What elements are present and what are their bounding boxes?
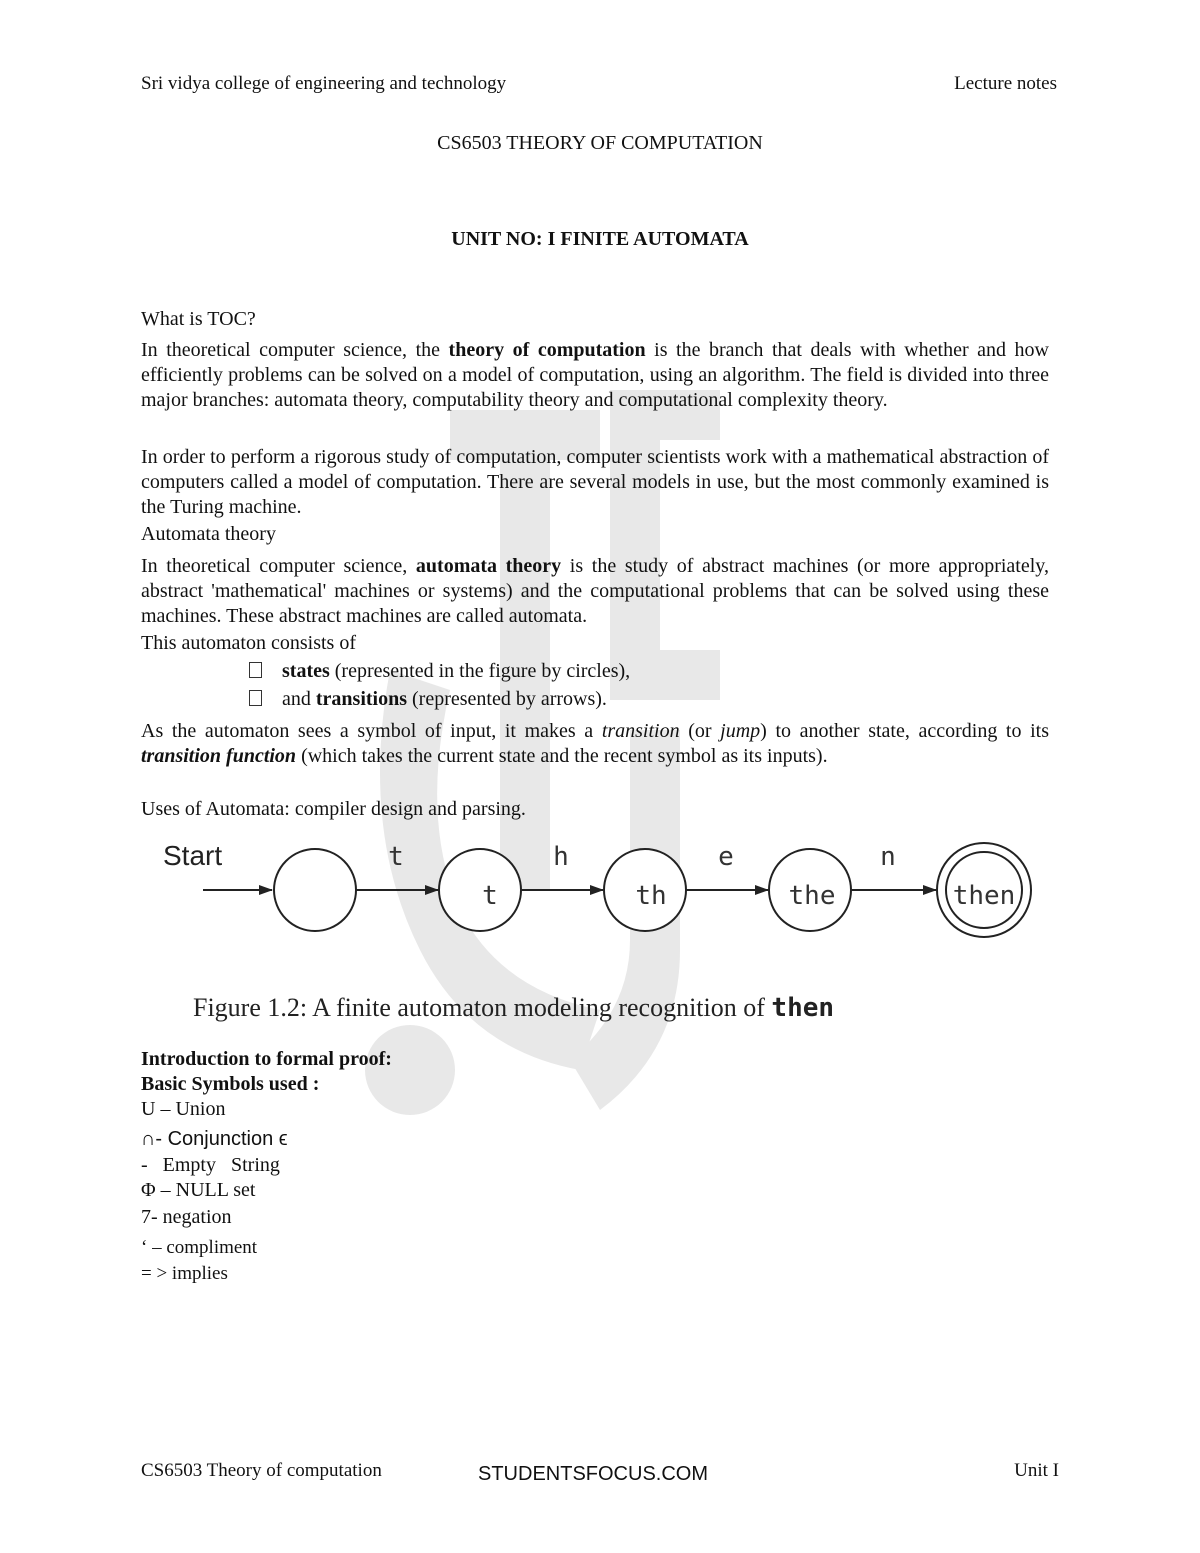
p4-text-b: (or — [679, 720, 721, 742]
p1-text-b: is the branch that deals with whether and how efficiently problems can be solved on a model of computation, using an algorithm. The field is divided into three major branches: automata theory, computability theory and computational complexity theory. — [141, 339, 1049, 411]
automata-theory-heading: Automata theory — [141, 523, 276, 545]
p4-bold-italic-function: transition function — [141, 745, 297, 767]
paragraph-automata-theory — [141, 554, 1049, 629]
p4-text-c: ) to another state, according to its — [760, 720, 1050, 742]
basic-symbols-heading: Basic Symbols used : — [141, 1073, 320, 1095]
course-title: CS6503 THEORY OF COMPUTATION — [437, 132, 763, 154]
edge-label-n: n — [880, 842, 896, 872]
p4-text-d: (which takes the current state and the recent symbol as its inputs). — [296, 745, 828, 767]
footer-unit: Unit I — [1014, 1460, 1059, 1481]
symbol-null-set: Φ – NULL set — [141, 1179, 256, 1201]
header-doc-type: Lecture notes — [954, 73, 1057, 94]
bullet-transitions-pre: and — [282, 688, 316, 710]
state-0 — [274, 849, 356, 931]
caption-code: then — [771, 993, 835, 1023]
footer-site: STUDENTSFOCUS.COM — [478, 1463, 708, 1485]
automaton-diagram — [141, 830, 1061, 1040]
footer-course: CS6503 Theory of computation — [141, 1460, 382, 1481]
symbol-negation: 7- negation — [141, 1206, 232, 1228]
bullet-transitions-bold: transitions — [315, 688, 408, 710]
bullet-transitions-rest: (represented by arrows). — [407, 688, 607, 710]
p3-text-b: is the study of abstract machines (or more appropriately, abstract 'mathematical' machines or systems) and the computational problems that can be solved using these machines. These abstract machines are called automata. — [141, 555, 1049, 627]
what-is-toc-heading: What is TOC? — [141, 308, 256, 330]
p2-text: In order to perform a rigorous study of computation, computer scientists work with a mathematical abstraction of computers called a model of computation. There are several models in use, but the most commonly examined is the Turing machine. — [141, 446, 1049, 518]
symbol-empty-string: - Empty String — [141, 1154, 280, 1176]
p1-text-a: In theoretical computer science, the — [141, 339, 449, 361]
edge-label-e: e — [718, 842, 734, 872]
p4-text-a: As the automaton sees a symbol of input, it makes a — [141, 720, 602, 742]
figure-caption — [193, 993, 834, 1023]
state-label-2: th — [635, 881, 667, 911]
bullet-states-bold: states — [282, 660, 330, 682]
p3-text-a: In theoretical computer science, — [141, 555, 416, 577]
bullet-box-icon — [249, 690, 262, 706]
consists-of-line: This automaton consists of — [141, 632, 356, 654]
state-1 — [439, 849, 521, 931]
state-label-4: then — [952, 881, 1016, 911]
state-label-1: t — [482, 881, 498, 911]
p3-bold-term: automata theory — [415, 555, 562, 577]
header-college: Sri vidya college of engineering and technology — [141, 73, 507, 94]
bullet-states — [249, 660, 630, 683]
bullet-transitions — [249, 688, 607, 711]
state-label-3: the — [788, 881, 836, 911]
symbol-union: U – Union — [141, 1098, 226, 1120]
p1-bold-term: theory of computation — [448, 339, 646, 361]
caption-text: Figure 1.2: A finite automaton modeling recognition of — [193, 993, 772, 1022]
symbol-compliment: ‘ – compliment — [141, 1237, 258, 1258]
paragraph-model-of-computation — [141, 445, 1049, 520]
symbol-conjunction: ∩- Conjunction ϵ — [141, 1128, 288, 1150]
p4-italic-jump: jump — [720, 720, 761, 742]
bullet-box-icon — [249, 662, 262, 678]
symbol-implies: = > implies — [141, 1263, 228, 1284]
paragraph-toc-definition — [141, 338, 1049, 413]
start-label: Start — [163, 840, 223, 871]
unit-title: UNIT NO: I FINITE AUTOMATA — [451, 228, 749, 250]
p4-italic-transition: transition — [601, 720, 680, 742]
paragraph-transition — [141, 719, 1049, 769]
bullet-states-rest: (represented in the figure by circles), — [329, 660, 631, 682]
formal-proof-heading: Introduction to formal proof: — [141, 1048, 392, 1070]
uses-of-automata: Uses of Automata: compiler design and parsing. — [141, 798, 526, 820]
edge-label-t: t — [388, 842, 404, 872]
edge-label-h: h — [553, 842, 569, 872]
